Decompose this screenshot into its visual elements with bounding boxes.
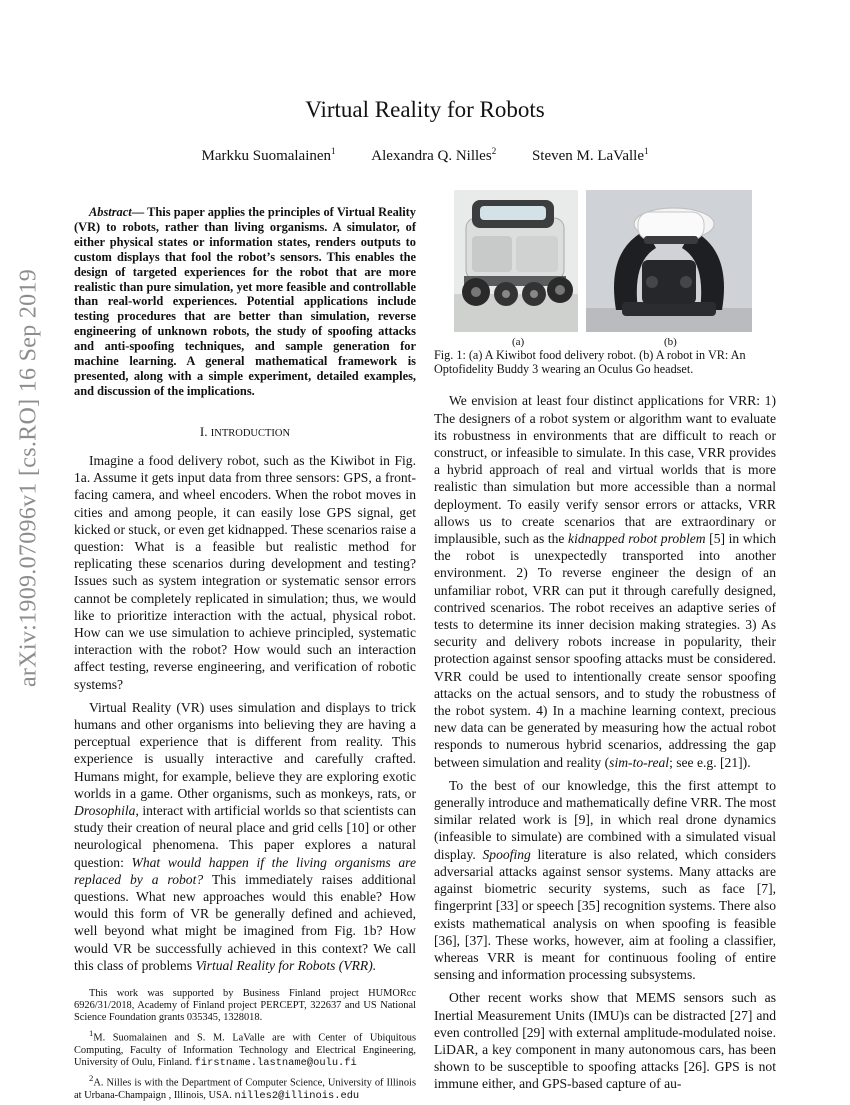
right-paragraph-1: We envision at least four distinct applications for VRR: 1) The designers of a robot system or algorithm want to evaluate its robustness in environments that are difficult to reach or construct, or infeasible to simulate. In this case, VRR provides a hybrid approach of real and virtual worlds that is more realistic than simulation but more accessible than a normal deployment. To easily verify sensor errors or attacks, VRR allows us to create scenarios that are extraordinary or implausible, such as the kidnapped robot problem [5] in which the robot is unexpectedly transported into another environment. 2) To reverse engineer the design of an unfamiliar robot, VRR can put it through carefully designed, contrived scenarios. The robot receives an adaptive series of tests to determine its inner decision making strategies. 3) As security and delivery robots increase in popularity, their protection against sensor spoofing attacks must be considered. VRR could be used to intentionally create sensor spoofing attacks on the actual sensors, and to study the robustness of the robot system. 4) In a machine learning context, precious new data can be generated by measuring how the actual robot responds to numerous hybrid scenarios, addressing the gap between simulation and reality (sim-to-real; see e.g. [21]). (434, 393, 776, 770)
abstract (74, 205, 416, 399)
funding-note: This work was supported by Business Finland project HUMORcc 6926/31/2018, Academy of Finland project PERCEPT, 322637 and US National Science Foundation grants 035345, 1328018. (74, 988, 416, 1024)
paper-title: Virtual Reality for Robots (305, 97, 545, 122)
footnote-2: $^2$A. Nilles is with the Department of Computer Science, University of Illinois at Urbana-Champaign , Illinois, USA. nilles2@illinois.edu (74, 1073, 416, 1102)
email-1[interactable]: firstname.lastname@oulu.fi (194, 1057, 357, 1070)
figure-1 (434, 190, 776, 332)
figure-sublabels (434, 334, 776, 348)
right-column (434, 190, 776, 1093)
author-1: Markku Suomalainen$^1$ (201, 146, 336, 164)
robot-vr-photo (586, 190, 752, 332)
abstract-text: — This paper applies the principles of Virtual Reality (VR) to robots, rather than living organisms. A simulator, of either physical states or information states, renders outputs to custom displays that fool the robot’s sensors. This enables the design of targeted experiences for the robot that are more realistic than pure simulation, yet more feasible and controllable than real-world experiences. Potential applications include testing procedures that are better than simulation, reverse engineering of unknown robots, the study of spoofing attacks and anti-spoofing techniques, and sample generation for machine learning. A general mathematical framework is presented, along with a simple experiment, detailed examples, and discussion of the implications. (74, 205, 416, 398)
sublabel-a: (a) (512, 336, 525, 348)
author-2: Alexandra Q. Nilles$^2$ (371, 146, 497, 164)
author-list (0, 146, 850, 165)
author-3: Steven M. LaValle$^1$ (531, 146, 649, 164)
section-heading: I. INTRODUCTION (199, 423, 291, 439)
arxiv-side-label: arXiv:1909.07096v1 [cs.RO] 16 Sep 2019 (15, 268, 42, 688)
abstract-label: Abstract (89, 205, 132, 219)
figure-caption: Fig. 1: (a) A Kiwibot food delivery robot. (b) A robot in VR: An Optofidelity Buddy 3 wearing an Oculus Go headset. (434, 348, 746, 377)
right-paragraph-2: To the best of our knowledge, this the first attempt to generally introduce and mathematically define VRR. The most similar related work is [9], in which real drone dynamics (infeasible to simulate) are combined with a simulated visual display. Spoofing literature is also related, which considers adversarial attacks against sensor systems. Many attacks are against biometric security systems, such as face [7], fingerprint [33] or speech [35] recognition systems. There also exists mathematical analysis on when spoofing is feasible [36], [37]. These works, however, aim at fooling a classifier, whereas VRR is meant for continuous fooling of entire sensing and information processing subsystems. (434, 777, 776, 983)
footnotes (74, 988, 416, 1102)
footnote-1: $^1$M. Suomalainen and S. M. LaValle are with Center of Ubiquitous Computing, Faculty of Information Technology and Electrical Engineering, University of Oulu, Finland. firstname.lastname@oulu.fi (74, 1028, 416, 1070)
kiwibot-photo (454, 190, 578, 332)
left-column (74, 205, 416, 1105)
sublabel-b: (b) (664, 336, 677, 348)
email-2[interactable]: nilles2@illinois.edu (234, 1089, 360, 1102)
intro-paragraph-2: Virtual Reality (VR) uses simulation and displays to trick humans and other organisms into believing they are having a perceptual experience that is different from reality. This experience is usually interactive and carefully crafted. Humans might, for example, believe they are exploring exotic worlds in a game. Other organisms, such as monkeys, rats, or Drosophila, interact with artificial worlds so that scientists can study their creation of neural place and grid cells [10] or other neurological phenomena. This paper explores a natural question: What would happen if the living organisms are replaced by a robot? This immediately raises additional questions. What new approaches would this enable? How would this form of VR be generally defined and achieved, well beyond what might be imagined from Fig. 1b? How would VR be successfully achieved in this context? We call this class of problems Virtual Reality for Robots (VRR). (74, 699, 416, 973)
right-paragraph-3: Other recent works show that MEMS sensors such as Inertial Measurement Units (IMU)s can be distracted [27] and even controlled [29] with external amplitude-modulated noise. LiDAR, a key component in many autonomous cars, has been shown to be susceptible to spoofing attacks [26]. GPS is not immune either, and GPS-based capture of au- (434, 990, 776, 1092)
intro-paragraph-1: Imagine a food delivery robot, such as the Kiwibot in Fig. 1a. Assume it gets input data from three sensors: GPS, a front-facing camera, and wheel encoders. When the robot moves in cities and among people, it can easily lose GPS signal, get kicked or stuck, or even get kidnapped. These scenarios raise a question: What is a feasible but realistic method for replicating these scenarios during development and testing? Issues such as system integration or systematic sensor errors cannot be completely replicated in simulation; thus, we would like to prioritize interaction with the actual, physical robot. How can we use simulation to achieve principled, systematic interaction with the robot? How would such an interaction affect testing, reverse engineering, and verification of robotic systems? (74, 452, 416, 692)
